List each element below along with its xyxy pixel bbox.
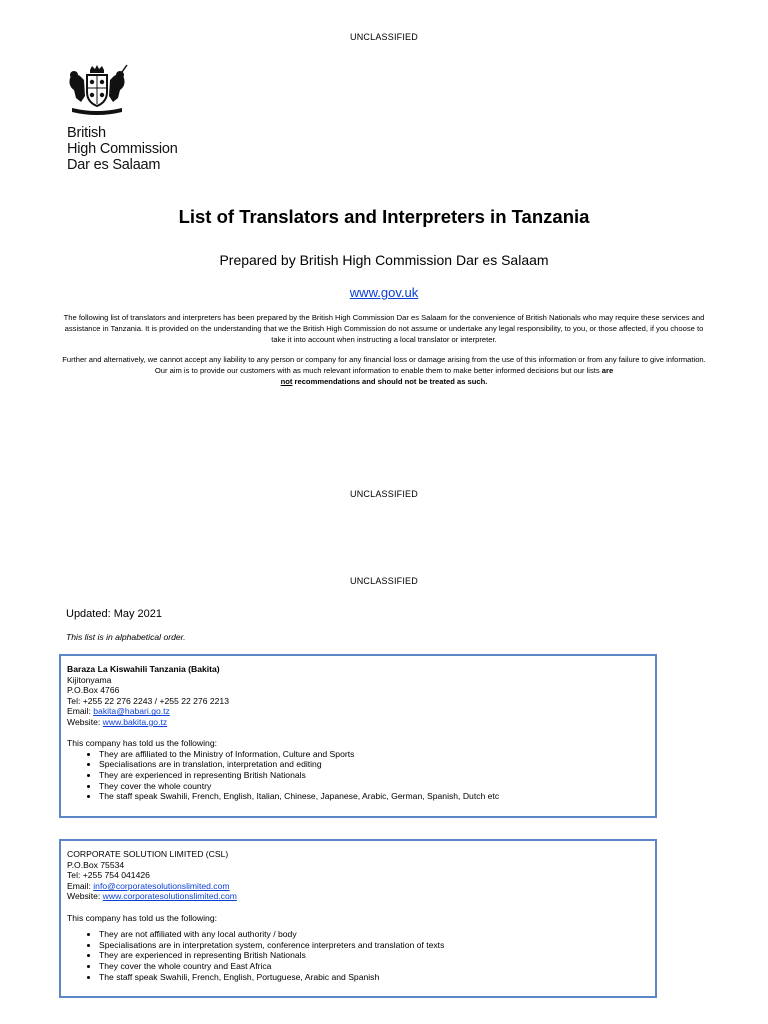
list-item: • The staff speak Swahili, French, English, Italian, Chinese, Japanese, Arabic, German, Spanish, Dutch etc	[99, 791, 649, 802]
emphasis-tail: recommendations and should not be treated as such.	[292, 377, 488, 386]
entry-phone: Tel: +255 22 276 2243 / +255 22 276 2213	[67, 695, 229, 706]
entry-website-link[interactable]: www.bakita.go.tz	[102, 716, 168, 727]
disclaimer-paragraph-2	[62, 354, 706, 387]
royal-coat-of-arms-icon	[64, 64, 130, 116]
classification-marking-page2: UNCLASSIFIED	[350, 576, 418, 586]
list-item: • Specialisations are in translation, interpretation and editing	[99, 759, 649, 770]
entry-email-link[interactable]: bakita@habari.go.tz	[93, 706, 170, 717]
entry-email-link[interactable]: info@corporatesolutionslimited.com	[93, 880, 230, 891]
disclaimer-paragraph-1: The following list of translators and interpreters has been prepared by the British High Commission Dar es Salaam for the convenience of British Nationals who may require these services and assistance in Tanzania. It is provided on the understanding that we the British High Commission do not assume or undertake any legal responsibility, to you, or those affected, if you choose to take it into account when instructing a local translator or interpreter.	[63, 313, 705, 344]
website-link[interactable]: www.gov.uk	[349, 285, 419, 300]
entry-email-row: Email: bakita@habari.go.tz	[67, 706, 170, 717]
list-item: • They are affiliated to the Ministry of Information, Culture and Sports	[99, 749, 649, 760]
classification-marking-top: UNCLASSIFIED	[350, 32, 418, 42]
document-subtitle: Prepared by British High Commission Dar es Salaam	[219, 252, 549, 268]
entry-website-link[interactable]: www.corporatesolutionslimited.com	[102, 891, 237, 902]
entry-website-row: Website: www.corporatesolutionslimited.com	[67, 891, 237, 902]
classification-marking-bottom: UNCLASSIFIED	[350, 489, 418, 499]
entry-name: Baraza La Kiswahili Tanzania (Bakita)	[67, 664, 220, 674]
organisation-name	[67, 125, 178, 173]
document-title: List of Translators and Interpreters in Tanzania	[178, 206, 590, 227]
entry-intro: This company has told us the following:	[67, 738, 217, 749]
website-link-wrap	[0, 285, 768, 300]
emphasis-not: not	[280, 377, 293, 386]
entry-bullet-list	[67, 749, 649, 802]
entry-address-line: Kijitonyama	[67, 674, 112, 685]
entry-card-bakita	[59, 654, 657, 818]
order-note: This list is in alphabetical order.	[66, 632, 186, 642]
org-line-3: Dar es Salaam	[67, 157, 161, 173]
entry-website-row: Website: www.bakita.go.tz	[67, 716, 168, 727]
entry-bullet-list	[67, 929, 649, 982]
list-item: • Specialisations are in interpretation system, conference interpreters and translation of texts	[99, 940, 649, 951]
org-line-2: High Commission	[67, 141, 178, 157]
entry-intro: This company has told us the following:	[67, 912, 217, 923]
disclaimer-text: Further and alternatively, we cannot accept any liability to any person or company for any financial loss or damage arising from the use of this information or from any failure to give information. Our aim is to provide our customers with as much relevant information to enable them to make better informed decisions but our lists	[62, 355, 706, 375]
entry-pobox: P.O.Box 4766	[67, 685, 120, 696]
list-item: • They are not affiliated with any local authority / body	[99, 929, 649, 940]
entry-name: CORPORATE SOLUTION LIMITED (CSL)	[67, 849, 229, 859]
list-item: • The staff speak Swahili, French, English, Portuguese, Arabic and Spanish	[99, 972, 649, 983]
entry-pobox: P.O.Box 75534	[67, 859, 125, 870]
list-item: • They cover the whole country	[99, 781, 649, 792]
organisation-logo	[64, 64, 178, 173]
updated-date: Updated: May 2021	[66, 608, 163, 620]
entry-phone: Tel: +255 754 041426	[67, 870, 150, 881]
emphasis-are: are	[601, 366, 614, 375]
entry-email-row: Email: info@corporatesolutionslimited.com	[67, 880, 230, 891]
org-line-1: British	[67, 125, 106, 141]
list-item: • They are experienced in representing British Nationals	[99, 770, 649, 781]
list-item: • They are experienced in representing British Nationals	[99, 950, 649, 961]
list-item: • They cover the whole country and East Africa	[99, 961, 649, 972]
entry-card-csl	[59, 839, 657, 998]
